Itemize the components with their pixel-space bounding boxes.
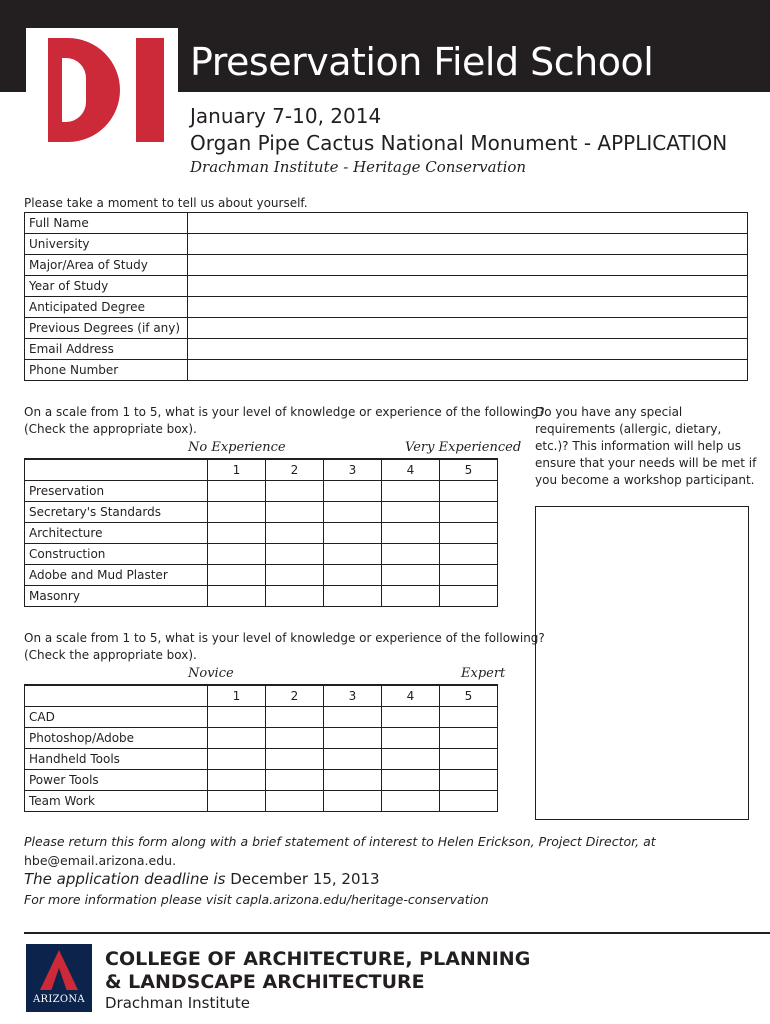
rating-checkbox[interactable] — [208, 586, 266, 607]
table-row — [25, 586, 498, 607]
rating-checkbox[interactable] — [440, 770, 498, 791]
skill-label: Architecture — [25, 523, 208, 544]
institute-name: Drachman Institute - Heritage Conservation — [190, 158, 527, 176]
table-row — [25, 523, 498, 544]
rating-checkbox[interactable] — [266, 544, 324, 565]
page-title: Preservation Field School — [190, 40, 654, 84]
field-input[interactable] — [188, 213, 748, 234]
rating-checkbox[interactable] — [440, 544, 498, 565]
rating-checkbox[interactable] — [266, 523, 324, 544]
rating-checkbox[interactable] — [324, 749, 382, 770]
rating-checkbox[interactable] — [382, 523, 440, 544]
scale2-high-label: Expert — [461, 666, 506, 681]
field-label: Major/Area of Study — [25, 255, 188, 276]
rating-checkbox[interactable] — [440, 791, 498, 812]
rating-checkbox[interactable] — [208, 770, 266, 791]
return-instructions: Please return this form along with a brief statement of interest to Helen Erickson, Project Director, at hbe@email.arizona.edu. — [24, 834, 656, 868]
scale-column-header: 3 — [324, 459, 382, 481]
rating-checkbox[interactable] — [324, 586, 382, 607]
rating-checkbox[interactable] — [324, 791, 382, 812]
scale-column-header: 3 — [324, 685, 382, 707]
field-label: Email Address — [25, 339, 188, 360]
rating-checkbox[interactable] — [266, 770, 324, 791]
table-row — [25, 544, 498, 565]
form-row — [25, 360, 748, 381]
more-info: For more information please visit capla.arizona.edu/heritage-conservation — [24, 892, 489, 907]
rating-checkbox[interactable] — [382, 502, 440, 523]
rating-checkbox[interactable] — [266, 502, 324, 523]
form-row — [25, 276, 748, 297]
scale-column-header: 2 — [266, 459, 324, 481]
rating-checkbox[interactable] — [382, 707, 440, 728]
table-row — [25, 502, 498, 523]
scale1-question: On a scale from 1 to 5, what is your level of knowledge or experience of the following? (Check the appropriate box). — [24, 405, 545, 436]
field-input[interactable] — [188, 276, 748, 297]
logo-letter-i-icon — [136, 38, 164, 142]
rating-checkbox[interactable] — [266, 481, 324, 502]
field-input[interactable] — [188, 339, 748, 360]
scale2-low-label: Novice — [188, 666, 234, 681]
personal-info-table — [24, 212, 748, 381]
rating-checkbox[interactable] — [324, 707, 382, 728]
rating-checkbox[interactable] — [208, 565, 266, 586]
rating-checkbox[interactable] — [324, 481, 382, 502]
rating-checkbox[interactable] — [382, 728, 440, 749]
table-row — [25, 565, 498, 586]
rating-checkbox[interactable] — [266, 728, 324, 749]
rating-checkbox[interactable] — [382, 481, 440, 502]
rating-checkbox[interactable] — [208, 523, 266, 544]
scale-column-header: 4 — [382, 459, 440, 481]
skill-label: Handheld Tools — [25, 749, 208, 770]
scale1-table — [24, 458, 498, 607]
college-name: COLLEGE OF ARCHITECTURE, PLANNING & LANDSCAPE ARCHITECTURE — [105, 948, 531, 993]
special-requirements-box[interactable] — [535, 506, 749, 820]
personal-prompt: Please take a moment to tell us about yourself. — [24, 196, 308, 210]
rating-checkbox[interactable] — [382, 565, 440, 586]
rating-checkbox[interactable] — [208, 749, 266, 770]
event-subtitle: Organ Pipe Cactus National Monument - APPLICATION — [190, 131, 728, 155]
deadline-date: December 15, 2013 — [230, 870, 380, 888]
arizona-logo-text: ARIZONA — [33, 994, 85, 1005]
rating-checkbox[interactable] — [440, 586, 498, 607]
rating-checkbox[interactable] — [324, 544, 382, 565]
rating-checkbox[interactable] — [440, 728, 498, 749]
rating-checkbox[interactable] — [382, 544, 440, 565]
skill-label: Photoshop/Adobe — [25, 728, 208, 749]
table-row — [25, 481, 498, 502]
rating-checkbox[interactable] — [382, 749, 440, 770]
form-row — [25, 255, 748, 276]
rating-checkbox[interactable] — [266, 791, 324, 812]
table-row — [25, 791, 498, 812]
special-requirements-prompt: Do you have any special requirements (allergic, dietary, etc.)? This information will help us ensure that your needs will be met if you become a workshop participant. — [535, 405, 757, 487]
field-input[interactable] — [188, 360, 748, 381]
field-input[interactable] — [188, 297, 748, 318]
skill-label: Team Work — [25, 791, 208, 812]
skill-label: CAD — [25, 707, 208, 728]
footer-divider — [24, 932, 770, 934]
field-label: Phone Number — [25, 360, 188, 381]
rating-checkbox[interactable] — [440, 481, 498, 502]
field-label: Full Name — [25, 213, 188, 234]
scale-column-header: 5 — [440, 685, 498, 707]
rating-checkbox[interactable] — [208, 544, 266, 565]
rating-checkbox[interactable] — [382, 791, 440, 812]
rating-checkbox[interactable] — [440, 707, 498, 728]
skill-label: Masonry — [25, 586, 208, 607]
field-input[interactable] — [188, 234, 748, 255]
form-row — [25, 297, 748, 318]
skill-label: Preservation — [25, 481, 208, 502]
field-input[interactable] — [188, 318, 748, 339]
rating-checkbox[interactable] — [440, 502, 498, 523]
rating-checkbox[interactable] — [266, 565, 324, 586]
table-row — [25, 728, 498, 749]
form-row — [25, 213, 748, 234]
field-label: University — [25, 234, 188, 255]
rating-checkbox[interactable] — [208, 502, 266, 523]
rating-checkbox[interactable] — [324, 565, 382, 586]
rating-checkbox[interactable] — [208, 728, 266, 749]
rating-checkbox[interactable] — [208, 707, 266, 728]
rating-checkbox[interactable] — [440, 749, 498, 770]
skill-label: Construction — [25, 544, 208, 565]
skill-label: Power Tools — [25, 770, 208, 791]
field-label: Previous Degrees (if any) — [25, 318, 188, 339]
contact-email[interactable]: hbe@email.arizona.edu. — [24, 853, 177, 868]
rating-checkbox[interactable] — [382, 586, 440, 607]
scale-column-header: 5 — [440, 459, 498, 481]
field-label: Year of Study — [25, 276, 188, 297]
scale-column-header: 4 — [382, 685, 440, 707]
scale-column-header: 1 — [208, 685, 266, 707]
field-label: Anticipated Degree — [25, 297, 188, 318]
footer-drachman: Drachman Institute — [105, 994, 251, 1012]
rating-checkbox[interactable] — [324, 728, 382, 749]
skill-label: Adobe and Mud Plaster — [25, 565, 208, 586]
scale-column-header: 2 — [266, 685, 324, 707]
rating-checkbox[interactable] — [266, 749, 324, 770]
rating-checkbox[interactable] — [324, 523, 382, 544]
scale2-question: On a scale from 1 to 5, what is your level of knowledge or experience of the following? (Check the appropriate box). — [24, 631, 545, 662]
rating-checkbox[interactable] — [266, 586, 324, 607]
form-row — [25, 318, 748, 339]
scale2-table — [24, 684, 498, 812]
deadline: The application deadline is December 15, 2013 — [24, 870, 380, 888]
scale1-high-label: Very Experienced — [405, 440, 522, 455]
table-row — [25, 770, 498, 791]
rating-checkbox[interactable] — [440, 523, 498, 544]
form-row — [25, 234, 748, 255]
scale-column-header: 1 — [208, 459, 266, 481]
rating-checkbox[interactable] — [266, 707, 324, 728]
rating-checkbox[interactable] — [440, 565, 498, 586]
rating-checkbox[interactable] — [324, 770, 382, 791]
event-date: January 7-10, 2014 — [190, 104, 382, 128]
rating-checkbox[interactable] — [208, 791, 266, 812]
table-row — [25, 749, 498, 770]
rating-checkbox[interactable] — [208, 481, 266, 502]
skill-label: Secretary's Standards — [25, 502, 208, 523]
rating-checkbox[interactable] — [382, 770, 440, 791]
scale-header-row — [25, 685, 498, 707]
form-row — [25, 339, 748, 360]
scale-header-row — [25, 459, 498, 481]
table-row — [25, 707, 498, 728]
field-input[interactable] — [188, 255, 748, 276]
rating-checkbox[interactable] — [324, 502, 382, 523]
scale1-low-label: No Experience — [188, 440, 286, 455]
